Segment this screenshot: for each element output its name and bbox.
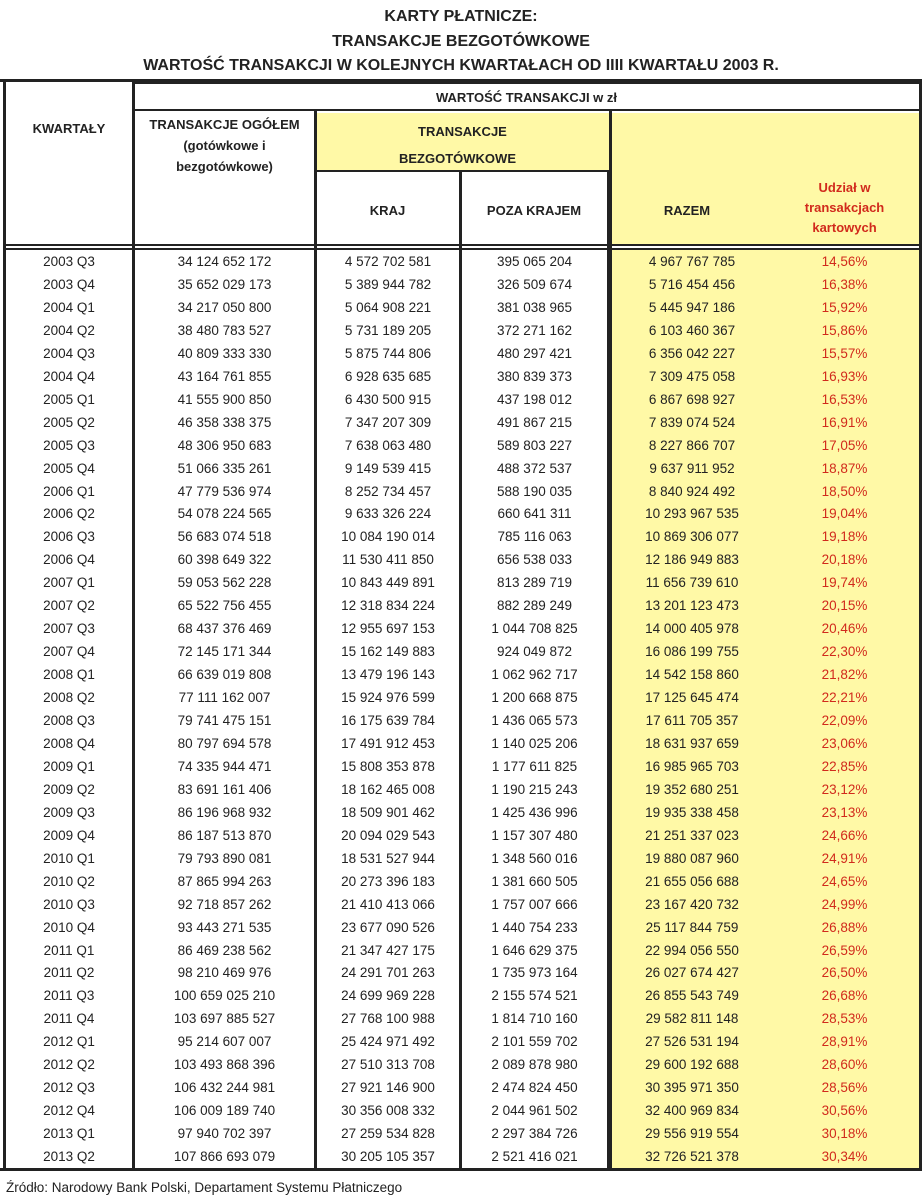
cell-kwartal: 2011 Q1 [43,942,95,958]
cell-poza-krajem: 924 049 872 [496,644,573,660]
cell-kraj: 5 731 189 205 [344,322,432,338]
header-bezgot-line1: TRANSAKCJE [418,124,507,139]
cell-poza-krajem: 1 646 629 375 [491,942,578,958]
cell-kwartal: 2011 Q3 [43,988,95,1004]
cell-razem: 17 611 705 357 [645,713,739,728]
cell-kwartal: 2006 Q1 [43,483,95,499]
cell-razem: 16 086 199 755 [645,644,739,660]
cell-ogolem: 66 639 019 808 [177,667,272,683]
header-wartosc: WARTOŚĆ TRANSAKCJI w zł [435,89,618,105]
cell-kraj: 16 175 639 784 [341,713,435,728]
cell-razem: 5 716 454 456 [648,276,736,292]
cell-razem: 32 726 521 378 [645,1149,739,1165]
cell-kraj: 8 252 734 457 [344,483,432,499]
cell-ogolem: 100 659 025 210 [173,988,276,1004]
cell-poza-krajem: 785 116 063 [497,529,572,545]
cell-kwartal: 2003 Q3 [43,254,95,269]
cell-ogolem: 34 217 050 800 [177,299,272,315]
header-udzial-line3: kartowych [812,220,877,235]
cell-udzial: 30,34% [821,1149,868,1165]
cell-udzial: 24,65% [821,873,868,889]
cell-poza-krajem: 2 474 824 450 [491,1080,578,1096]
cell-razem: 26 855 543 749 [645,988,739,1004]
cell-kwartal: 2003 Q4 [43,276,95,292]
cell-razem: 23 167 420 732 [645,896,739,912]
cell-razem: 8 840 924 492 [648,483,736,499]
cell-udzial: 23,13% [821,804,868,820]
cell-udzial: 22,30% [821,644,868,660]
cell-kwartal: 2010 Q3 [43,896,95,912]
cell-ogolem: 60 398 649 322 [177,552,272,568]
cell-kraj: 18 531 527 944 [341,850,435,866]
cell-poza-krajem: 1 348 560 016 [491,850,578,866]
cell-razem: 19 935 338 458 [645,804,739,820]
cell-ogolem: 83 691 161 406 [177,781,272,797]
cell-ogolem: 106 432 244 981 [173,1080,276,1096]
cell-kraj: 4 572 702 581 [344,254,432,269]
header-poza-krajem: POZA KRAJEM [486,202,582,218]
cell-udzial: 15,57% [821,345,868,361]
header-udzial-line2: transakcjach [804,200,885,215]
cell-udzial: 30,56% [821,1103,868,1119]
cell-kwartal: 2013 Q2 [43,1149,95,1165]
cell-udzial: 28,53% [821,1011,868,1027]
header-ogolem-line2: (gotówkowe i [183,138,266,153]
cell-kraj: 21 410 413 066 [341,896,435,912]
cell-razem: 30 395 971 350 [645,1080,739,1096]
cell-razem: 19 352 680 251 [645,781,739,797]
cell-poza-krajem: 2 089 878 980 [491,1057,578,1073]
cell-ogolem: 68 437 376 469 [177,621,272,637]
cell-ogolem: 40 809 333 330 [177,345,272,361]
title-line-1: KARTY PŁATNICZE: [384,8,538,25]
cell-ogolem: 43 164 761 855 [177,368,272,384]
cell-ogolem: 38 480 783 527 [177,322,272,338]
cell-kwartal: 2005 Q1 [43,391,95,407]
cell-poza-krajem: 488 372 537 [496,460,573,476]
cell-kwartal: 2007 Q2 [43,598,95,614]
cell-poza-krajem: 1 735 973 164 [491,965,578,981]
cell-kraj: 24 291 701 263 [341,965,435,981]
cell-poza-krajem: 1 140 025 206 [491,735,578,751]
cell-kwartal: 2008 Q4 [43,735,95,751]
cell-poza-krajem: 480 297 421 [496,345,573,361]
cell-kwartal: 2009 Q2 [43,781,95,797]
cell-kwartal: 2012 Q4 [43,1103,95,1119]
cell-kwartal: 2005 Q2 [43,414,95,430]
cell-ogolem: 92 718 857 262 [177,896,272,912]
cell-poza-krajem: 2 044 961 502 [491,1103,578,1119]
cell-kwartal: 2009 Q4 [43,827,95,843]
cell-kwartal: 2010 Q1 [43,850,95,866]
cell-udzial: 26,50% [821,965,868,981]
cell-udzial: 28,60% [821,1057,868,1073]
cell-ogolem: 65 522 756 455 [177,598,272,614]
cell-ogolem: 80 797 694 578 [177,735,272,751]
cell-ogolem: 35 652 029 173 [177,276,272,292]
cell-kwartal: 2004 Q3 [43,345,95,361]
cell-udzial: 16,91% [821,414,868,430]
cell-ogolem: 86 187 513 870 [177,827,272,843]
cell-razem: 6 103 460 367 [648,322,736,338]
source-note: Źródło: Narodowy Bank Polski, Departament Systemu Płatniczego [6,1180,403,1195]
cell-kraj: 23 677 090 526 [341,919,435,935]
cell-udzial: 19,74% [821,575,868,591]
cell-ogolem: 86 469 238 562 [177,942,272,958]
cell-kraj: 27 921 146 900 [341,1080,435,1096]
cell-kwartal: 2012 Q1 [43,1034,95,1050]
cell-udzial: 24,66% [821,827,868,843]
cell-razem: 12 186 949 883 [645,552,739,568]
cell-ogolem: 34 124 652 172 [177,254,272,269]
cell-poza-krajem: 1 381 660 505 [491,873,578,889]
cell-razem: 14 542 158 860 [645,667,739,683]
cell-razem: 29 582 811 148 [645,1011,739,1027]
cell-udzial: 14,56% [821,254,868,269]
cell-kraj: 9 633 326 224 [344,506,432,522]
cell-kwartal: 2004 Q1 [43,299,95,315]
cell-kraj: 21 347 427 175 [341,942,435,958]
cell-udzial: 24,99% [821,896,868,912]
cell-kraj: 7 347 207 309 [344,414,432,430]
cell-udzial: 16,38% [821,276,868,292]
cell-ogolem: 95 214 607 007 [177,1034,272,1050]
cell-ogolem: 93 443 271 535 [177,919,272,935]
cell-udzial: 15,92% [821,299,868,315]
cell-poza-krajem: 589 803 227 [496,437,573,453]
cell-ogolem: 98 210 469 976 [177,965,272,981]
cell-razem: 17 125 645 474 [645,690,739,706]
cell-poza-krajem: 1 757 007 666 [491,896,578,912]
cell-poza-krajem: 2 521 416 021 [491,1149,578,1165]
cell-kraj: 27 259 534 828 [341,1126,435,1142]
cell-udzial: 23,12% [821,781,868,797]
cell-udzial: 26,59% [821,942,868,958]
cell-kwartal: 2005 Q4 [43,460,95,476]
cell-kwartal: 2006 Q3 [43,529,95,545]
header-ogolem-line1: TRANSAKCJE OGÓŁEM [149,117,300,132]
cell-poza-krajem: 381 038 965 [496,299,573,315]
cell-poza-krajem: 660 641 311 [497,506,572,522]
cell-ogolem: 107 866 693 079 [173,1149,276,1165]
cell-poza-krajem: 1 200 668 875 [491,690,578,706]
cell-poza-krajem: 1 062 962 717 [491,667,578,683]
cell-ogolem: 79 741 475 151 [177,713,272,728]
cell-kraj: 13 479 196 143 [341,667,435,683]
cell-poza-krajem: 1 440 754 233 [491,919,578,935]
cell-udzial: 26,68% [821,988,868,1004]
cell-udzial: 24,91% [821,850,868,866]
cell-poza-krajem: 326 509 674 [496,276,573,292]
cell-kraj: 7 638 063 480 [344,437,432,453]
cell-razem: 16 985 965 703 [645,758,739,774]
header-udzial [772,178,917,238]
cell-udzial: 30,18% [821,1126,868,1142]
cell-razem: 32 400 969 834 [645,1103,739,1119]
cell-kraj: 17 491 912 453 [341,735,435,751]
cell-udzial: 22,09% [821,713,868,728]
cell-kwartal: 2008 Q1 [43,667,95,683]
header-razem: RAZEM [663,202,711,218]
cell-poza-krajem: 1 425 436 996 [491,804,578,820]
cell-kraj: 6 928 635 685 [344,368,432,384]
header-kwartaly: KWARTAŁY [32,120,106,136]
cell-razem: 26 027 674 427 [645,965,739,981]
cell-kwartal: 2010 Q4 [43,919,95,935]
cell-kwartal: 2007 Q1 [43,575,95,591]
cell-razem: 22 994 056 550 [645,942,739,958]
cell-kwartal: 2011 Q4 [43,1011,95,1027]
cell-kraj: 6 430 500 915 [344,391,432,407]
header-bezgot-line2: BEZGOTÓWKOWE [399,151,516,166]
title-line-3: WARTOŚĆ TRANSAKCJI W KOLEJNYCH KWARTAŁACH OD IIII KWARTAŁU 2003 R. [143,57,779,74]
cell-udzial: 22,85% [821,758,868,774]
cell-ogolem: 41 555 900 850 [177,391,272,407]
cell-kraj: 5 064 908 221 [344,299,432,315]
cell-razem: 14 000 405 978 [645,621,739,637]
cell-razem: 21 251 337 023 [645,827,739,843]
header-ogolem-line3: bezgotówkowe) [176,159,273,174]
cell-kwartal: 2013 Q1 [43,1126,95,1142]
cell-ogolem: 56 683 074 518 [177,529,272,545]
cell-udzial: 20,15% [821,598,868,614]
cell-ogolem: 47 779 536 974 [177,483,272,499]
cell-ogolem: 86 196 968 932 [177,804,272,820]
cell-udzial: 18,87% [821,460,868,476]
cell-kwartal: 2004 Q4 [43,368,95,384]
cell-kraj: 27 768 100 988 [341,1011,435,1027]
cell-kraj: 5 389 944 782 [344,276,432,292]
cell-kraj: 18 162 465 008 [341,781,435,797]
cell-poza-krajem: 1 044 708 825 [491,621,578,637]
cell-kwartal: 2007 Q4 [43,644,95,660]
cell-udzial: 19,04% [821,506,868,522]
cell-kwartal: 2010 Q2 [43,873,95,889]
cell-udzial: 28,56% [821,1080,868,1096]
cell-poza-krajem: 395 065 204 [496,254,573,269]
cell-ogolem: 59 053 562 228 [177,575,272,591]
cell-ogolem: 48 306 950 683 [177,437,272,453]
cell-kraj: 15 924 976 599 [341,690,435,706]
cell-kraj: 11 530 411 850 [342,552,434,568]
cell-kraj: 27 510 313 708 [341,1057,435,1073]
cell-kwartal: 2009 Q1 [43,758,95,774]
cell-poza-krajem: 2 155 574 521 [491,988,578,1004]
cell-udzial: 28,91% [821,1034,868,1050]
header-udzial-line1: Udział w [818,180,871,195]
cell-poza-krajem: 491 867 215 [496,414,573,430]
cell-kwartal: 2011 Q2 [43,965,95,981]
header-bezgotowkowe [316,118,610,172]
cell-udzial: 21,82% [821,667,868,683]
cell-poza-krajem: 372 271 162 [496,322,573,338]
cell-ogolem: 97 940 702 397 [177,1126,272,1142]
cell-ogolem: 46 358 338 375 [177,414,272,430]
cell-udzial: 17,05% [821,437,868,453]
cell-razem: 7 839 074 524 [648,414,736,430]
cell-kwartal: 2012 Q3 [43,1080,95,1096]
cell-poza-krajem: 437 198 012 [496,391,573,407]
cell-kraj: 18 509 901 462 [341,804,435,820]
cell-razem: 21 655 056 688 [645,873,739,889]
cell-kraj: 30 356 008 332 [341,1103,435,1119]
header-ogolem [135,114,314,177]
cell-udzial: 16,53% [821,391,868,407]
cell-poza-krajem: 588 190 035 [496,483,573,499]
cell-kwartal: 2005 Q3 [43,437,95,453]
cell-poza-krajem: 1 190 215 243 [491,781,578,797]
cell-kwartal: 2008 Q2 [43,690,95,706]
header-kraj: KRAJ [369,202,406,218]
cell-poza-krajem: 1 436 065 573 [491,713,578,728]
cell-ogolem: 72 145 171 344 [177,644,272,660]
cell-kraj: 30 205 105 357 [341,1149,435,1165]
cell-poza-krajem: 1 814 710 160 [491,1011,578,1027]
cell-kwartal: 2006 Q4 [43,552,95,568]
cell-kwartal: 2006 Q2 [43,506,95,522]
cell-kraj: 15 162 149 883 [341,644,435,660]
cell-razem: 27 526 531 194 [645,1034,739,1050]
cell-razem: 5 445 947 186 [648,299,736,315]
cell-kraj: 9 149 539 415 [344,460,432,476]
cell-kraj: 24 699 969 228 [341,988,435,1004]
cell-razem: 10 293 967 535 [645,506,739,522]
cell-razem: 8 227 866 707 [648,437,736,453]
cell-kwartal: 2004 Q2 [43,322,95,338]
cell-udzial: 20,46% [821,621,868,637]
cell-poza-krajem: 2 297 384 726 [491,1126,578,1142]
cell-udzial: 26,88% [821,919,868,935]
cell-udzial: 22,21% [821,690,868,706]
cell-ogolem: 106 009 189 740 [173,1103,276,1119]
cell-razem: 19 880 087 960 [645,850,739,866]
cell-ogolem: 87 865 994 263 [177,873,272,889]
title-line-2: TRANSAKCJE BEZGOTÓWKOWE [332,33,590,50]
cell-kraj: 12 955 697 153 [341,621,435,637]
cell-kraj: 10 843 449 891 [341,575,435,591]
cell-razem: 25 117 844 759 [645,919,739,935]
cell-razem: 10 869 306 077 [645,529,739,545]
cell-razem: 7 309 475 058 [648,368,736,384]
cell-kraj: 5 875 744 806 [344,345,432,361]
cell-poza-krajem: 1 157 307 480 [491,827,578,843]
cell-udzial: 18,50% [821,483,868,499]
cell-ogolem: 79 793 890 081 [177,850,272,866]
cell-kwartal: 2007 Q3 [43,621,95,637]
cell-poza-krajem: 1 177 611 825 [491,758,578,774]
cell-poza-krajem: 2 101 559 702 [491,1034,578,1050]
cell-poza-krajem: 380 839 373 [496,368,573,384]
cell-poza-krajem: 813 289 719 [496,575,573,591]
cell-udzial: 19,18% [821,529,868,545]
cell-kraj: 20 094 029 543 [341,827,435,843]
cell-razem: 29 556 919 554 [645,1126,739,1142]
cell-kraj: 15 808 353 878 [341,758,435,774]
cell-ogolem: 77 111 162 007 [178,690,271,706]
cell-udzial: 20,18% [821,552,868,568]
cell-razem: 6 356 042 227 [648,345,736,361]
cell-kwartal: 2012 Q2 [43,1057,95,1073]
cell-razem: 29 600 192 688 [645,1057,739,1073]
cell-udzial: 16,93% [821,368,868,384]
cell-kwartal: 2009 Q3 [43,804,95,820]
cell-ogolem: 74 335 944 471 [177,758,272,774]
cell-kraj: 20 273 396 183 [341,873,435,889]
cell-udzial: 23,06% [821,735,868,751]
cell-razem: 13 201 123 473 [645,598,739,614]
cell-ogolem: 51 066 335 261 [177,460,272,476]
cell-razem: 6 867 698 927 [648,391,736,407]
cell-udzial: 15,86% [821,322,868,338]
cell-ogolem: 103 697 885 527 [173,1011,276,1027]
cell-kwartal: 2008 Q3 [43,713,95,728]
cell-kraj: 12 318 834 224 [341,598,435,614]
cell-razem: 11 656 739 610 [645,575,739,591]
cell-poza-krajem: 882 289 249 [496,598,573,614]
cell-razem: 18 631 937 659 [645,735,739,751]
cell-kraj: 25 424 971 492 [341,1034,435,1050]
cell-ogolem: 54 078 224 565 [177,506,272,522]
cell-kraj: 10 084 190 014 [341,529,435,545]
cell-razem: 4 967 767 785 [648,254,736,269]
cell-razem: 9 637 911 952 [649,460,735,476]
cell-ogolem: 103 493 868 396 [173,1057,276,1073]
cell-poza-krajem: 656 538 033 [496,552,573,568]
